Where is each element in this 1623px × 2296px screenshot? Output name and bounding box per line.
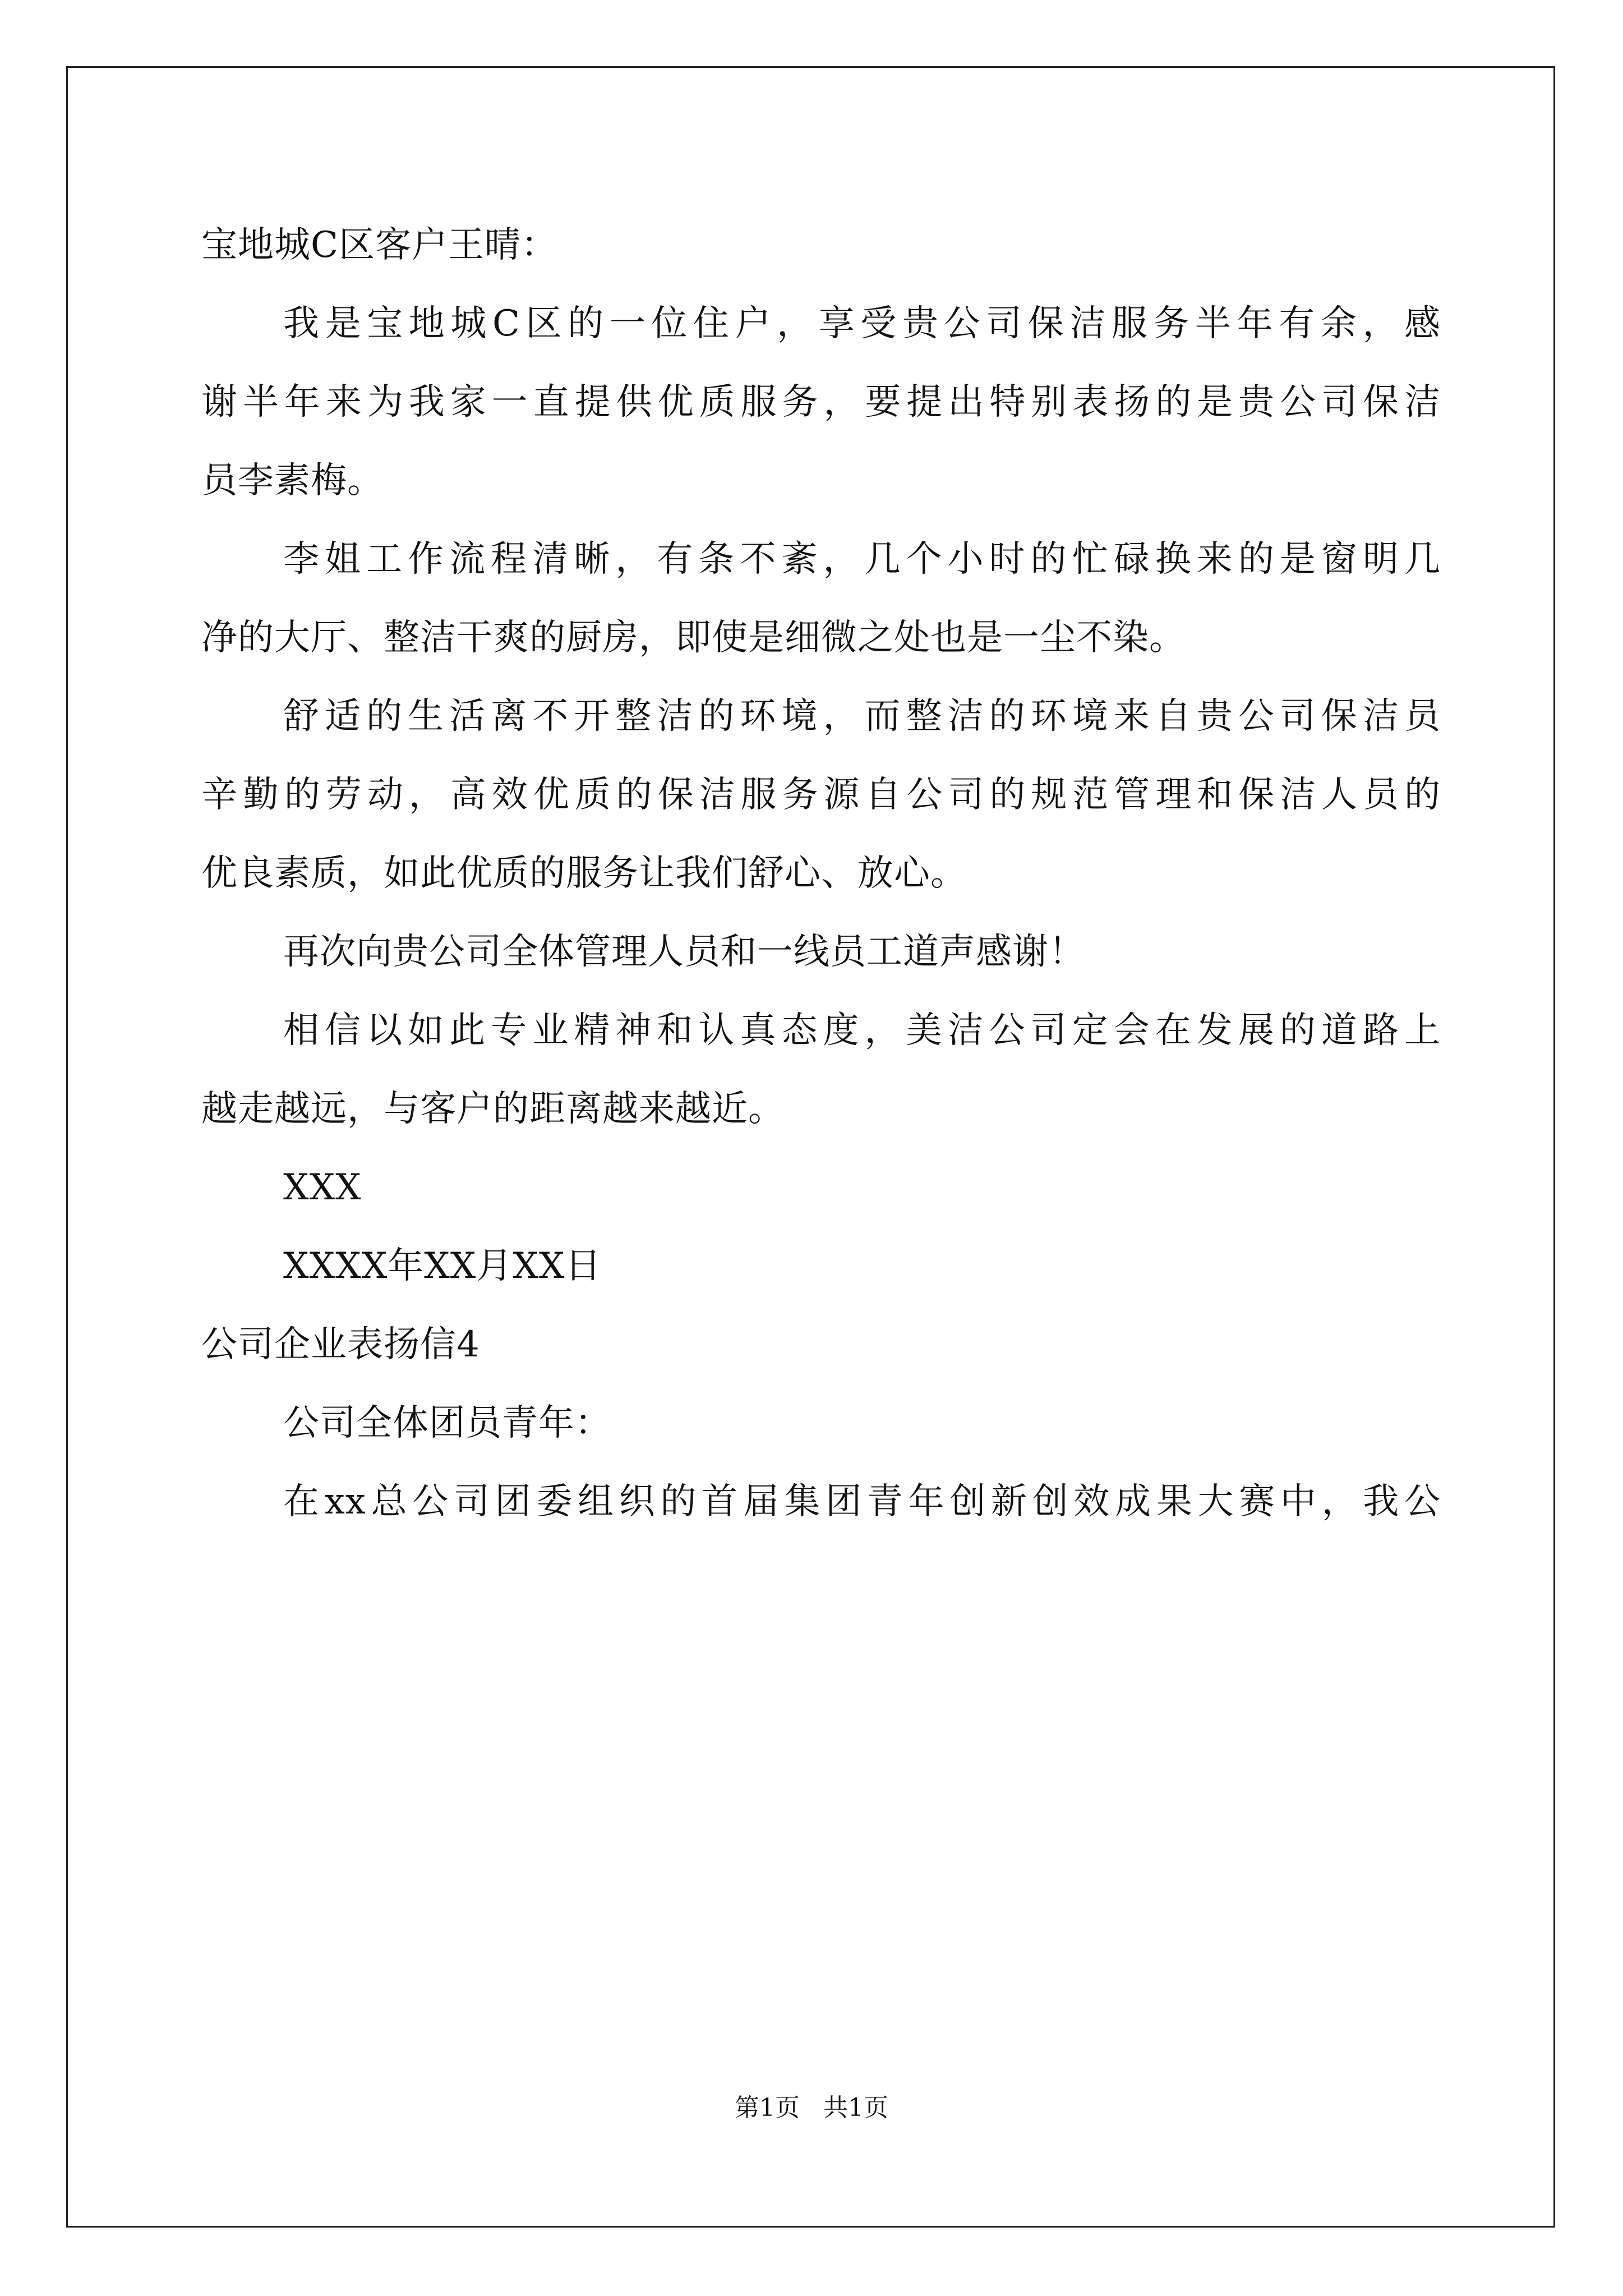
- page-total: 共1页: [823, 2093, 888, 2122]
- page-number: 第1页: [735, 2093, 800, 2122]
- paragraph-6-line-1: 在xx总公司团委组织的首届集团青年创新创效成果大赛中，我公: [283, 1481, 1441, 1522]
- greeting: 宝地城C区客户王晴：: [201, 224, 557, 266]
- section-title: 公司企业表扬信4: [201, 1324, 480, 1365]
- paragraph-2-line-2: 净的大厅、整洁干爽的厨房，即使是细微之处也是一尘不染。: [201, 617, 1186, 659]
- paragraph-4-line-1: 再次向贵公司全体管理人员和一线员工道声感谢！: [283, 931, 1085, 973]
- paragraph-5-line-2: 越走越远，与客户的距离越来越近。: [201, 1088, 785, 1130]
- paragraph-3-line-1: 舒适的生活离不开整洁的环境，而整洁的环境来自贵公司保洁员: [283, 696, 1441, 737]
- paragraph-2-line-1: 李姐工作流程清晰，有条不紊，几个小时的忙碌换来的是窗明几: [283, 539, 1441, 580]
- paragraph-5-line-1: 相信以如此专业精神和认真态度，美洁公司定会在发展的道路上: [283, 1010, 1441, 1051]
- salutation-2: 公司全体团员青年：: [283, 1402, 611, 1444]
- paragraph-3-line-3: 优良素质，如此优质的服务让我们舒心、放心。: [201, 853, 967, 894]
- signature: XXX: [283, 1167, 362, 1208]
- date: XXXX年XX月XX日: [283, 1245, 602, 1287]
- paragraph-1-line-3: 员李素梅。: [201, 460, 384, 501]
- paragraph-1-line-1: 我是宝地城C区的一位住户，享受贵公司保洁服务半年有余，感: [283, 303, 1441, 344]
- page-footer: [0, 2091, 1623, 2125]
- paragraph-1-line-2: 谢半年来为我家一直提供优质服务，要提出特别表扬的是贵公司保洁: [201, 381, 1441, 423]
- paragraph-3-line-2: 辛勤的劳动，高效优质的保洁服务源自公司的规范管理和保洁人员的: [201, 774, 1441, 816]
